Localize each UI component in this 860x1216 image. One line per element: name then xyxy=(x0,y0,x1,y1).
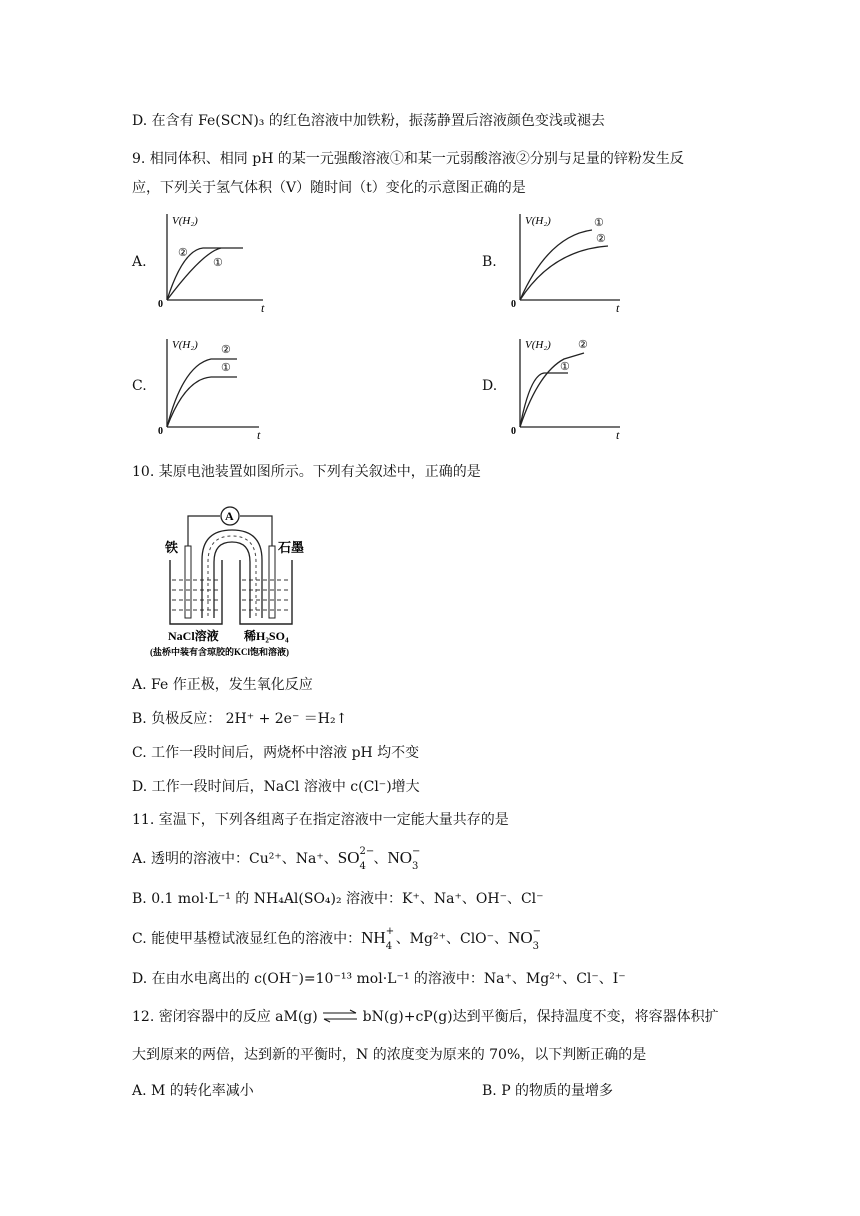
q9-option-c-label: C. xyxy=(132,378,147,394)
q10-option-d: D. 工作一段时间后，NaCl 溶液中 c(Cl⁻)增大 xyxy=(132,779,420,795)
curve-1 xyxy=(167,248,221,300)
graph-x-label: t xyxy=(257,428,261,441)
salt-bridge-note: (盐桥中装有含琼胶的KCl饱和溶液) xyxy=(150,647,289,657)
q9-stem-line1: 9. 相同体积、相同 pH 的某一元强酸溶液①和某一元弱酸溶液②分别与足量的锌粉发生反 xyxy=(132,151,684,167)
right-solution-label: 稀H₂SO₄ xyxy=(244,629,289,643)
q12-stem-line2: 大到原来的两倍，达到新的平衡时，N 的浓度变为原来的 70%，以下判断正确的是 xyxy=(132,1047,647,1063)
curve-1 xyxy=(520,373,568,427)
graph-origin: 0 xyxy=(511,426,516,437)
marker-2: ② xyxy=(178,247,188,259)
q9-stem-line2: 应，下列关于氢气体积（V）随时间（t）变化的示意图正确的是 xyxy=(132,180,526,196)
nitrate-ion: NO − 3 xyxy=(387,846,421,872)
curve-1 xyxy=(520,230,592,300)
q9-graph-c xyxy=(155,333,270,441)
q11-option-c-mid: 、Mg²⁺、ClO⁻、 xyxy=(395,931,509,947)
q8-option-d: D. 在含有 Fe(SCN)₃ 的红色溶液中加铁粉，振荡静置后溶液颜色变浅或褪去 xyxy=(132,113,605,129)
q11-option-a-prefix: A. 透明的溶液中：Cu²⁺、Na⁺、 xyxy=(132,851,338,867)
q10-galvanic-cell-figure xyxy=(148,500,350,660)
sulfate-ion: SO 2− 4 xyxy=(337,846,375,872)
marker-2: ② xyxy=(578,339,588,351)
q12-stem-part1: 12. 密闭容器中的反应 aM(g) xyxy=(132,1009,318,1025)
marker-1: ① xyxy=(221,362,231,374)
graph-x-label: t xyxy=(616,428,620,441)
graph-x-label: t xyxy=(261,301,265,313)
right-electrode-label: 石墨 xyxy=(278,540,305,555)
ammonium-ion: NH + 4 xyxy=(361,926,395,952)
graph-y-label: V(H₂) xyxy=(525,339,551,351)
salt-bridge xyxy=(202,530,262,618)
q9-option-a-label: A. xyxy=(132,254,147,270)
q10-stem: 10. 某原电池装置如图所示。下列有关叙述中，正确的是 xyxy=(132,464,481,480)
marker-2: ② xyxy=(596,233,606,245)
q11-option-a: A. 透明的溶液中：Cu²⁺、Na⁺、SO 2− 4 、NO − 3 xyxy=(132,846,421,872)
curve-1 xyxy=(167,377,237,427)
nitrate-ion: NO − 3 xyxy=(508,926,541,952)
q11-option-d: D. 在由水电离出的 c(OH⁻)=10⁻¹³ mol·L⁻¹ 的溶液中：Na⁺、Mg²⁺、Cl⁻、I⁻ xyxy=(132,971,626,987)
q11-stem: 11. 室温下，下列各组离子在指定溶液中一定能大量共存的是 xyxy=(132,812,509,828)
graph-origin: 0 xyxy=(511,299,516,310)
graph-y-label: V(H₂) xyxy=(525,215,551,227)
q9-graph-a xyxy=(155,208,270,313)
q12-option-a: A. M 的转化率减小 xyxy=(132,1083,254,1099)
q11-option-b: B. 0.1 mol·L⁻¹ 的 NH₄Al(SO₄)₂ 溶液中：K⁺、Na⁺、OH⁻、Cl⁻ xyxy=(132,891,544,907)
marker-1: ① xyxy=(560,361,570,373)
graph-y-label: V(H₂) xyxy=(172,215,198,227)
curve-2 xyxy=(520,246,608,300)
q12-stem-line1 xyxy=(132,1007,719,1027)
equilibrium-arrow-icon xyxy=(322,1009,358,1023)
q12-option-b: B. P 的物质的量增多 xyxy=(482,1083,614,1099)
q10-option-c: C. 工作一段时间后，两烧杯中溶液 pH 均不变 xyxy=(132,745,420,761)
q10-option-b: B. 负极反应： 2H⁺ + 2e⁻ ＝H₂↑ xyxy=(132,711,348,727)
left-solution-label: NaCl溶液 xyxy=(168,629,219,643)
q9-graph-d xyxy=(508,333,628,441)
right-beaker xyxy=(240,560,292,624)
graph-y-label: V(H₂) xyxy=(172,339,198,351)
q10-option-a: A. Fe 作正极，发生氧化反应 xyxy=(132,677,313,693)
q9-option-d-label: D. xyxy=(482,378,498,394)
marker-1: ① xyxy=(213,257,223,269)
marker-1: ① xyxy=(594,217,604,229)
q9-option-b-label: B. xyxy=(482,254,497,270)
ammeter-label: A xyxy=(225,509,234,523)
graph-origin: 0 xyxy=(158,426,163,437)
graphite-electrode xyxy=(269,546,275,618)
graph-origin: 0 xyxy=(158,299,163,310)
graph-x-label: t xyxy=(616,301,620,313)
q11-option-c xyxy=(132,926,541,952)
q11-option-c-prefix: C. 能使甲基橙试液显红色的溶液中： xyxy=(132,931,362,947)
q9-graph-b xyxy=(508,208,628,313)
marker-2: ② xyxy=(221,344,231,356)
q12-stem-part2: bN(g)+cP(g)达到平衡后，保持温度不变，将容器体积扩 xyxy=(362,1009,719,1025)
left-electrode-label: 铁 xyxy=(165,540,179,555)
iron-electrode xyxy=(185,546,191,618)
